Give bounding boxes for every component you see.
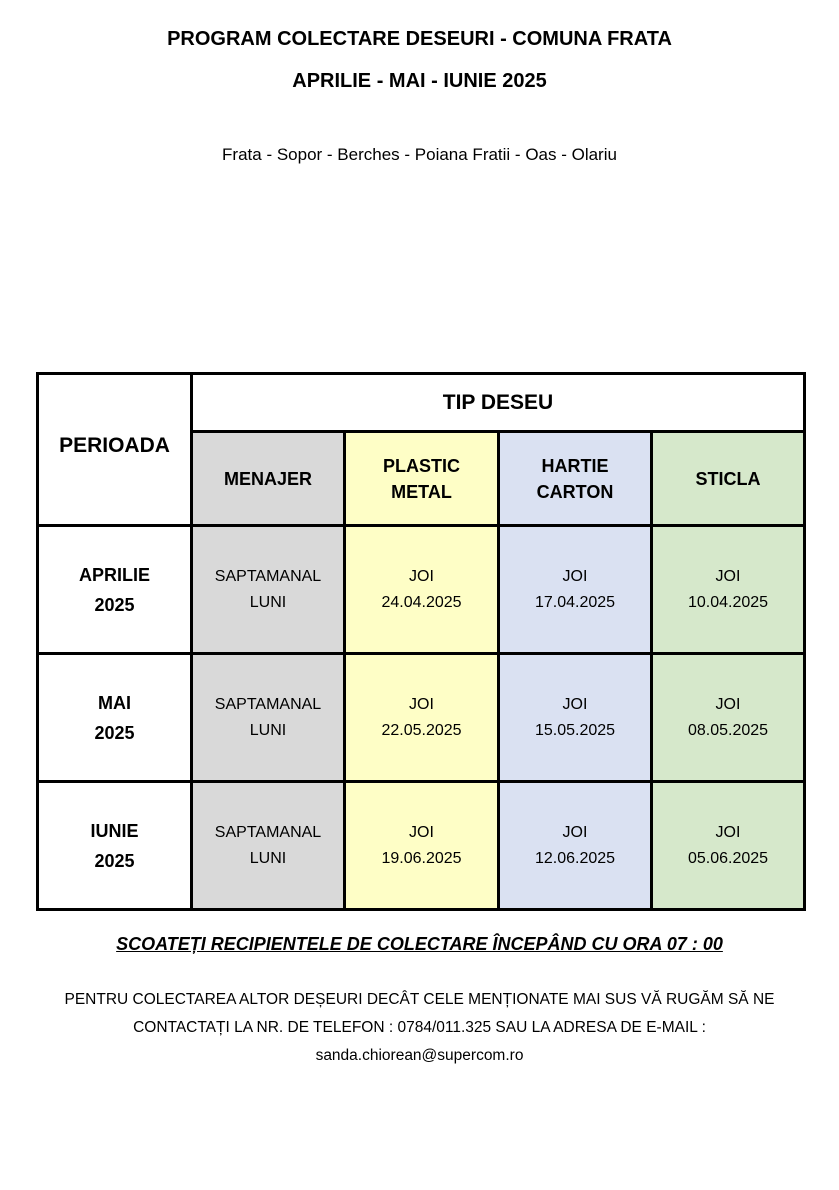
column-label: MENAJER [223, 468, 312, 489]
day: JOI [409, 567, 434, 585]
column-header-plastic-metal [345, 432, 499, 526]
column-label: HARTIE [541, 455, 609, 476]
contact-text: PENTRU COLECTAREA ALTOR DEȘEURI DECÂT CELE MENȚIONATE MAI SUS VĂ RUGĂM SĂ NE CONTACTAȚI LA NR. DE TELEFON : 0784/011.325 SAU LA ADRESA DE E-MAIL : [64, 991, 775, 1036]
schedule-cell [345, 782, 499, 910]
date: 22.05.2025 [381, 721, 462, 739]
schedule-cell [652, 526, 805, 654]
frequency: SAPTAMANAL [214, 567, 322, 585]
document-subtitle: APRILIE - MAI - IUNIE 2025 [292, 70, 547, 92]
collection-time-notice: SCOATEȚI RECIPIENTELE DE COLECTARE ÎNCEPÂND CU ORA 07 : 00 [116, 934, 723, 954]
date: 05.06.2025 [687, 849, 769, 867]
column-label: METAL [391, 481, 452, 502]
frequency: SAPTAMANAL [214, 823, 322, 841]
table-row [38, 654, 805, 782]
date: 15.05.2025 [534, 721, 616, 739]
schedule-cell [652, 654, 805, 782]
contact-email: sanda.chiorean@supercom.ro [315, 1047, 524, 1064]
table-row [38, 526, 805, 654]
day: JOI [715, 567, 741, 585]
year: 2025 [94, 850, 135, 871]
day: JOI [562, 695, 588, 713]
schedule-cell [345, 654, 499, 782]
period-cell [38, 526, 192, 654]
day: JOI [562, 823, 588, 841]
schedule-cell [192, 782, 345, 910]
date: 08.05.2025 [687, 721, 769, 739]
year: 2025 [94, 594, 135, 615]
schedule-cell [499, 654, 652, 782]
table-row [38, 782, 805, 910]
period-cell [38, 782, 192, 910]
month: APRILIE [78, 564, 150, 585]
frequency: SAPTAMANAL [214, 695, 322, 713]
day: JOI [715, 695, 741, 713]
document-title: PROGRAM COLECTARE DESEURI - COMUNA FRATA [167, 28, 672, 50]
day: LUNI [249, 721, 287, 739]
column-label: CARTON [536, 481, 614, 502]
day: LUNI [249, 593, 287, 611]
schedule-cell [499, 782, 652, 910]
schedule-cell [192, 654, 345, 782]
day: JOI [715, 823, 741, 841]
day: JOI [409, 695, 434, 713]
period-cell [38, 654, 192, 782]
column-header-sticla [652, 432, 805, 526]
day: JOI [562, 567, 588, 585]
date: 19.06.2025 [381, 849, 462, 867]
date: 24.04.2025 [381, 593, 462, 611]
column-label: PLASTIC [382, 455, 460, 476]
schedule-table [36, 372, 806, 911]
day: JOI [409, 823, 434, 841]
schedule-cell [499, 526, 652, 654]
date: 10.04.2025 [687, 593, 769, 611]
localities: Frata - Sopor - Berches - Poiana Fratii - Oas - Olariu [222, 145, 617, 164]
day: LUNI [249, 849, 287, 867]
date: 17.04.2025 [534, 593, 616, 611]
column-label: STICLA [695, 468, 761, 489]
period-header: PERIOADA [38, 374, 192, 526]
month: MAI [98, 692, 131, 713]
type-header: TIP DESEU [192, 374, 805, 432]
schedule-cell [345, 526, 499, 654]
year: 2025 [94, 722, 135, 743]
schedule-cell [192, 526, 345, 654]
column-header-hartie-carton [499, 432, 652, 526]
contact-footer [0, 986, 839, 1070]
column-header-menajer [192, 432, 345, 526]
schedule-cell [652, 782, 805, 910]
month: IUNIE [90, 820, 139, 841]
date: 12.06.2025 [534, 849, 616, 867]
